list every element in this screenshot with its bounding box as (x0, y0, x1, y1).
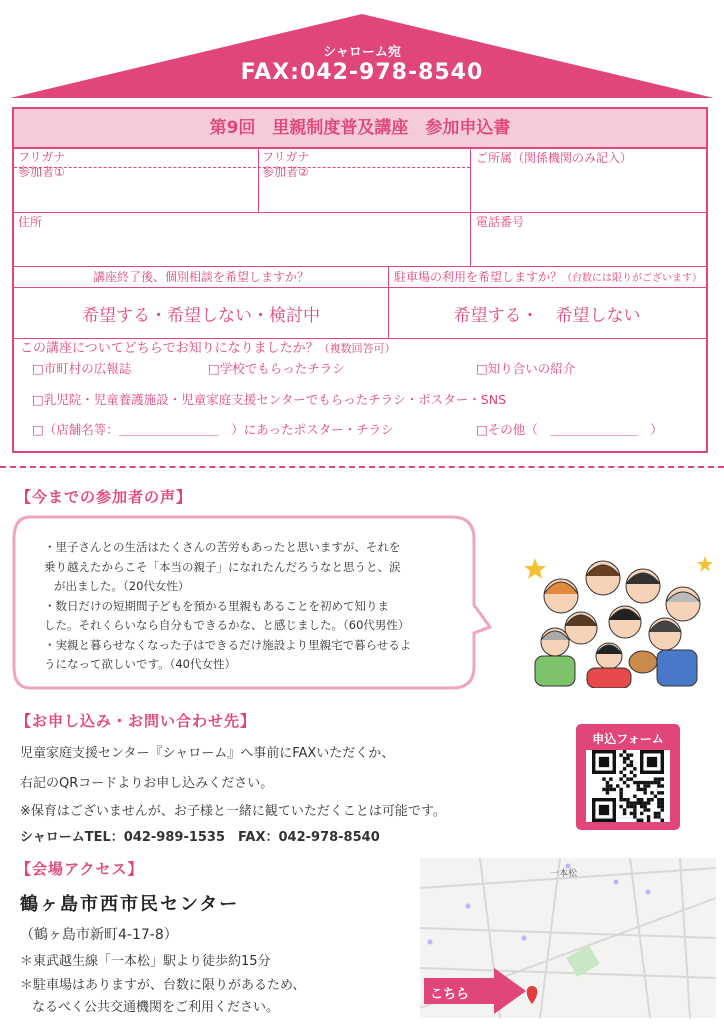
phone-field[interactable]: 電話番号 (476, 215, 525, 229)
access-line: ＊駐車場はありますが、台数に限りがあるため、 (20, 978, 306, 993)
furigana-label-1: フリガナ (18, 150, 66, 164)
cut-line (0, 466, 724, 468)
voice-line: ・里子さんとの生活はたくさんの苦労もあったと思いますが、それを (44, 540, 401, 554)
venue-address: （鶴ヶ島市新町4-17-8） (20, 927, 178, 943)
divider (470, 149, 471, 213)
parking-note: （台数には限りがございます） (562, 273, 703, 284)
access-line: ＊東武越生線「一本松」駅より徒歩約15分 (20, 954, 271, 969)
fax-recipient: シャローム宛 (323, 45, 401, 60)
contact-heading: 【お申し込み・お問い合わせ先】 (16, 712, 257, 730)
contact-line: 児童家庭支援センター『シャローム』へ事前にFAXいただくか、 (20, 746, 395, 761)
fax-number: FAX:042-978-8540 (240, 60, 484, 85)
map-arrow-label: こちら (430, 987, 470, 1002)
voices-heading: 【今までの参加者の声】 (16, 488, 193, 506)
furigana-label-2: フリガナ (262, 150, 310, 164)
voices-text (44, 538, 474, 675)
checkbox-facility-flyer[interactable]: □乳児院・児童養護施設・児童家庭支援センターでもらったチラシ・ポスター・SNS (32, 392, 507, 407)
map-station-label: 一本松 (550, 869, 578, 879)
voice-line: ・実親と暮らせなくなった子はできるだけ施設より里親宅で暮らせるよ (44, 637, 412, 652)
contact-phone-fax: シャロームTEL：042-989-1535 FAX：042-978-8540 (20, 830, 380, 845)
parking-question (394, 270, 702, 286)
qr-code[interactable] (586, 750, 670, 822)
qr-label: 申込フォーム (592, 732, 664, 746)
venue-map[interactable] (420, 858, 716, 1018)
venue-name: 鶴ヶ島市西市民センター (20, 894, 240, 915)
parking-options[interactable]: 希望する・ 希望しない (453, 306, 641, 326)
divider (14, 287, 706, 288)
application-form (12, 107, 708, 453)
consult-options[interactable]: 希望する・希望しない・検討中 (82, 306, 320, 326)
divider (470, 213, 471, 267)
checkbox-school-flyer[interactable]: □学校でもらったチラシ (208, 361, 345, 376)
checkbox-store-poster[interactable]: □（店舗名等：＿＿＿＿＿＿＿＿ ）にあったポスター・チラシ (32, 422, 394, 437)
contact-line: ※保育はございませんが、お子様と一緒に観ていただくことは可能です。 (20, 804, 446, 819)
voice-line: が出ました。（20代女性） (54, 579, 190, 593)
consult-question: 講座終了後、個別相談を希望しますか？ (92, 270, 309, 284)
source-question (20, 342, 396, 356)
address-field[interactable]: 住所 (18, 215, 43, 229)
checkbox-municipal-newsletter[interactable]: □市町村の広報誌 (32, 361, 132, 376)
participant-1-field[interactable]: 参加者① (18, 165, 65, 179)
participant-2-field[interactable]: 参加者② (262, 165, 309, 179)
source-question-text: この講座についてどちらでお知りになりましたか？ (20, 341, 319, 356)
voice-line: ・数日だけの短期間子どもを預かる里親もあることを初めて知りま (44, 598, 389, 613)
voice-line: うになって欲しいです。（40代女性） (44, 657, 236, 671)
contact-line: 右記のQRコードよりお申し込みください。 (20, 776, 274, 791)
family-illustration (525, 538, 715, 688)
divider (258, 149, 259, 213)
voice-line: した。それくらいなら自分もできるかな、と感じました。（60代男性） (44, 618, 410, 632)
access-line: なるべく公共交通機関をご利用ください。 (32, 1000, 280, 1015)
divider (14, 167, 470, 168)
voice-line: 乗り越えたからこそ「本当の親子」になれたんだろうなと思うと、涙 (44, 559, 401, 574)
access-heading: 【会場アクセス】 (16, 860, 144, 878)
affiliation-field[interactable]: ご所属（関係機関のみ記入） (476, 151, 633, 165)
source-note: （複数回答可） (318, 342, 396, 355)
parking-question-text: 駐車場の利用を希望しますか？ (394, 270, 563, 284)
checkbox-acquaintance[interactable]: □知り合いの紹介 (476, 361, 576, 376)
form-title: 第9回 里親制度普及講座 参加申込書 (14, 109, 706, 149)
checkbox-other[interactable]: □その他（ ＿＿＿＿＿＿＿ ） (476, 422, 663, 437)
address-row (14, 213, 706, 267)
